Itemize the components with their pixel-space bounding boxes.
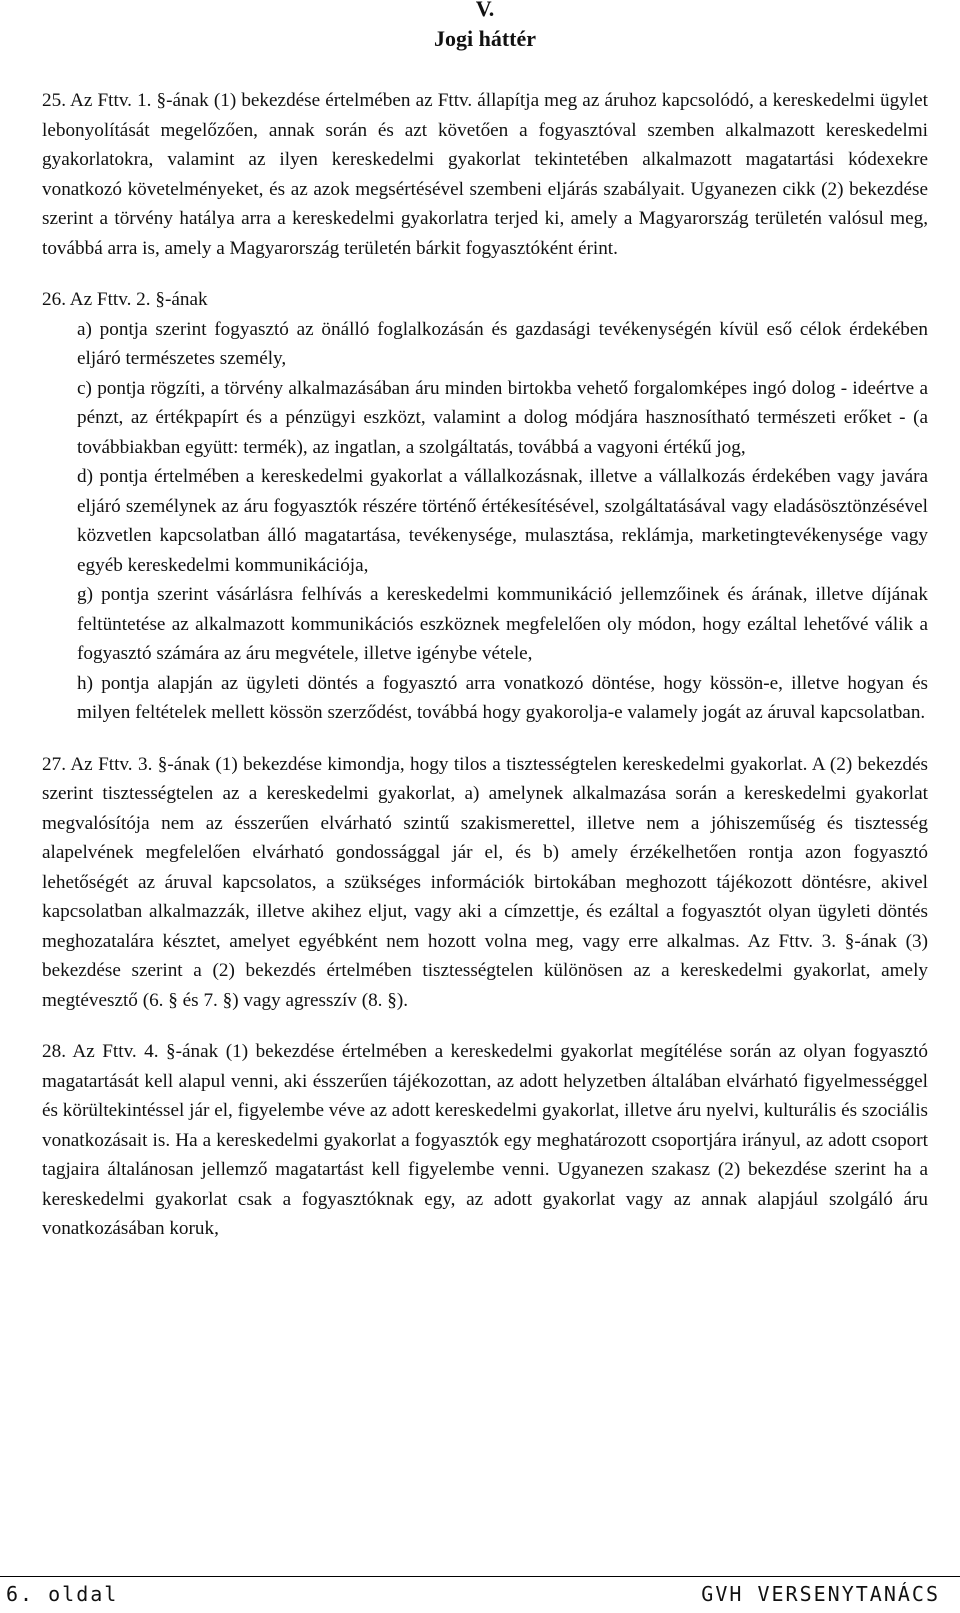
- section-title: Jogi háttér: [433, 26, 537, 51]
- footer-divider: [0, 1576, 960, 1577]
- list-item: d) pontja értelmében a kereskedelmi gyakorlat a vállalkozásnak, illetve a vállalkozás érdekében vagy javára eljáró személynek az áru fogyasztók részére történő értékesítésével, szolgáltatásával vagy eladásösztönzésével közvetlen kapcsolatban álló magatartása, tevékenysége, mulasztása, reklámja, marketingtevékenysége vagy egyéb kereskedelmi kommunikációja,: [77, 466, 928, 576]
- list-item: h) pontja alapján az ügyleti döntés a fogyasztó arra vonatkozó döntése, hogy kössön-e, illetve hogyan és milyen feltételek mellett kössön szerződést, továbbá hogy gyakorolja-e valamely jogát az áruval kapcsolatban.: [77, 672, 928, 723]
- paragraph-26-intro: 26. Az Fttv. 2. §-ának: [42, 289, 208, 310]
- document-page: [42, 0, 928, 1244]
- paragraph-27: 27. Az Fttv. 3. §-ának (1) bekezdése kimondja, hogy tilos a tisztességtelen kereskedelmi gyakorlat. A (2) bekezdés szerint tisztességtelen az a kereskedelmi gyakorlat, a) amelynek alkalmazása során a kereskedelmi gyakorlat megvalósítója nem az ésszerűen elvárható szintű szakismerettel, illetve nem a jóhiszeműség és tisztesség alapelvének megfelelően elvárható gondossággal jár el, és b) amely érzékelhetően rontja azon fogyasztó lehetőségét az áruval kapcsolatos, a szükséges információk birtokában meghozott tájékozott döntésre, akivel kapcsolatban alkalmazzák, illetve akihez eljut, vagy aki a címzettje, és ezáltal a fogyasztót olyan ügyleti döntés meghozatalára késztet, amelyet egyébként nem hozott volna meg, vagy erre alkalmas. Az Fttv. 3. §-ának (3) bekezdése szerint a (2) bekezdés értelmében tisztességtelen különösen az a kereskedelmi gyakorlat, amely megtévesztő (6. § és 7. §) vagy agresszív (8. §).: [42, 753, 928, 1011]
- list-item: g) pontja szerint vásárlásra felhívás a kereskedelmi kommunikáció jellemzőinek és árának, illetve díjának feltüntetése az alkalmazott kommunikációs eszköznek megfelelően oly módon, hogy ezáltal lehetővé válik a fogyasztó számára az áru megvétele, illetve igénybe vétele,: [77, 584, 928, 664]
- paragraph-26-items: [42, 315, 928, 728]
- section-number: V.: [475, 0, 495, 21]
- paragraph-25: 25. Az Fttv. 1. §-ának (1) bekezdése értelmében az Fttv. állapítja meg az áruhoz kapcsolódó, a kereskedelmi ügylet lebonyolítását megelőzően, annak során és azt követően a fogyasztóval szemben alkalmazott kereskedelmi gyakorlatokra, valamint az ilyen kereskedelmi gyakorlat tekintetében alkalmazott magatartási kódexekre vonatkozó követelményeket, és az azok megsértésével szembeni eljárás szabályait. Ugyanezen cikk (2) bekezdése szerint a törvény hatálya arra a kereskedelmi gyakorlatra terjed ki, amely a Magyarország területén valósul meg, továbbá arra is, amely a Magyarország területén bárkit fogyasztóként érint.: [42, 90, 928, 259]
- footer-organization: GVH VERSENYTANÁCS: [701, 1582, 940, 1606]
- list-item: a) pontja szerint fogyasztó az önálló foglalkozásán és gazdasági tevékenységén kívül eső célok érdekében eljáró természetes személy,: [77, 318, 928, 369]
- paragraph-28: 28. Az Fttv. 4. §-ának (1) bekezdése értelmében a kereskedelmi gyakorlat megítélése során az olyan fogyasztó magatartását kell alapul venni, aki ésszerűen tájékozottan, az adott helyzetben általában elvárható figyelmességgel és körültekintéssel jár el, figyelembe véve az adott kereskedelmi gyakorlat, illetve áru nyelvi, kulturális és szociális vonatkozásait is. Ha a kereskedelmi gyakorlat a fogyasztók egy meghatározott csoportjára irányul, az adott csoport tagjaira általánosan jellemző magatartást kell figyelembe venni. Ugyanezen szakasz (2) bekezdése szerint ha a kereskedelmi gyakorlat csak a fogyasztóknak egy, az adott gyakorlat vagy az annak alapjául szolgáló áru vonatkozásában koruk,: [42, 1041, 928, 1239]
- page-number: 6. oldal: [6, 1582, 119, 1606]
- list-item: c) pontja rögzíti, a törvény alkalmazásában áru minden birtokba vehető forgalomképes ingó dolog - ideértve a pénzt, az értékpapírt és a pénzügyi eszközt, valamint a dolog módjára hasznosítható természeti erőket - (a továbbiakban együtt: termék), az ingatlan, a szolgáltatás, továbbá a vagyoni értékű jog,: [77, 377, 928, 458]
